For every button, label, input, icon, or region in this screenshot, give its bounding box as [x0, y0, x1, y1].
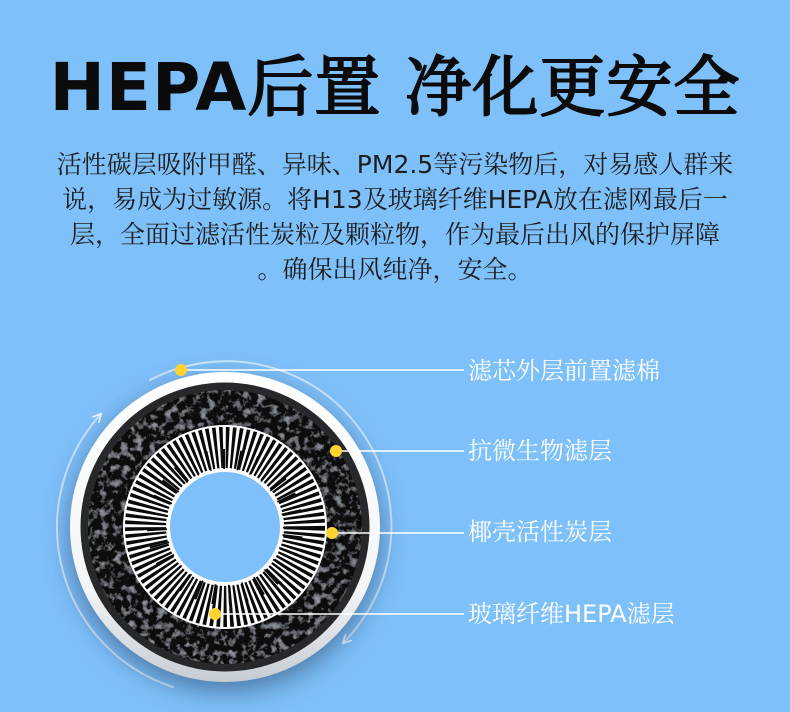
page-title: HEPA后置 净化更安全 — [49, 49, 741, 126]
callout-dot-4 — [209, 608, 221, 620]
filter-cross-section-figure — [0, 330, 790, 712]
filter-cross-section — [70, 372, 380, 682]
description-line: 。确保出风纯净，安全。 — [257, 255, 533, 284]
callout-dot-2 — [330, 445, 342, 457]
description — [0, 147, 790, 287]
callout-dot-3 — [326, 527, 338, 539]
description-line: 层，全面过滤活性炭粒及颗粒物，作为最后出风的保护屏障 — [69, 220, 720, 249]
callout-label-hepa-layer: 玻璃纤维HEPA滤层 — [468, 600, 675, 628]
description-line: 说，易成为过敏源。将H13及玻璃纤维HEPA放在滤网最后一 — [62, 185, 728, 214]
callout-label-activated-carbon-layer: 椰壳活性炭层 — [468, 518, 612, 546]
callout-label-pre-filter-cotton: 滤芯外层前置滤棉 — [468, 357, 660, 385]
callout-dot-1 — [175, 364, 187, 376]
center-hole — [170, 472, 280, 582]
description-line: 活性碳层吸附甲醛、异味、PM2.5等污染物后，对易感人群来 — [56, 150, 734, 179]
callout-label-antimicrobial-layer: 抗微生物滤层 — [468, 437, 612, 465]
